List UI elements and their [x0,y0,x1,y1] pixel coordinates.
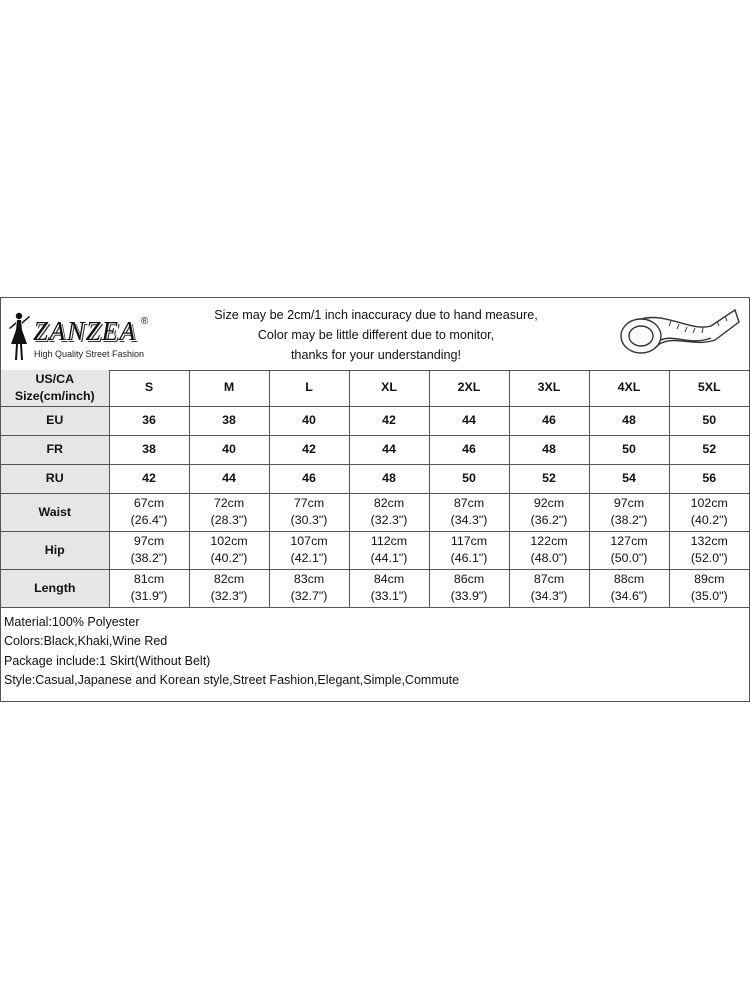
chart-header [1,298,749,371]
size-header-cell: L [269,370,349,406]
notice-line: Color may be little different due to monitor, [257,328,495,342]
header-label-line: Size(cm/inch) [14,388,95,403]
inch-value: (30.3") [290,513,328,527]
notice-line: thanks for your understanding! [290,348,462,362]
size-header-cell: XL [349,370,429,406]
cm-value: 127cm [610,534,648,548]
inch-value: (50.0") [610,551,648,565]
inch-value: (32.3") [370,513,408,527]
table-header-row [1,370,749,406]
table-cell: 46 [269,464,349,493]
cm-value: 87cm [453,496,485,510]
inch-value: (32.7") [290,589,328,603]
table-cell [269,493,349,531]
cm-value: 117cm [450,534,488,548]
table-cell [669,493,749,531]
table-cell: 42 [109,464,189,493]
table-cell: 44 [349,435,429,464]
table-cell [589,569,669,607]
size-notice [191,305,561,365]
inch-value: (34.6") [610,589,648,603]
row-label-cell: Length [1,569,109,607]
table-cell: 52 [669,435,749,464]
info-package: Package include:1 Skirt(Without Belt) [4,653,211,668]
table-cell: 50 [669,406,749,435]
inch-value: (33.1") [370,589,408,603]
table-cell [429,531,509,569]
table-row [1,569,749,607]
cm-value: 102cm [210,534,248,548]
row-label-cell: RU [1,464,109,493]
size-header-cell: S [109,370,189,406]
table-cell: 52 [509,464,589,493]
inch-value: (28.3") [210,513,248,527]
table-row [1,493,749,531]
inch-value: (38.2") [610,513,648,527]
cm-value: 89cm [694,572,725,586]
cm-value: 81cm [133,572,165,586]
inch-value: (35.0") [690,589,728,603]
cm-value: 67cm [133,496,165,510]
table-cell [349,493,429,531]
size-header-cell: 3XL [509,370,589,406]
table-cell [189,531,269,569]
table-cell: 40 [269,406,349,435]
product-info [4,613,459,690]
cm-value: 97cm [613,496,645,510]
cm-value: 132cm [690,534,728,548]
table-cell [669,569,749,607]
inch-value: (32.3") [210,589,248,603]
header-label-line: US/CA [35,371,75,386]
cm-value: 82cm [373,496,405,510]
table-cell: 48 [349,464,429,493]
table-cell [669,531,749,569]
size-header-cell: M [189,370,269,406]
table-cell [509,531,589,569]
table-cell: 50 [429,464,509,493]
table-cell [109,493,189,531]
inch-value: (34.3") [450,513,488,527]
cm-value: 83cm [293,572,325,586]
table-cell: 42 [349,406,429,435]
row-label-cell: Waist [1,493,109,531]
cm-value: 107cm [290,534,328,548]
table-cell: 48 [589,406,669,435]
table-cell: 38 [109,435,189,464]
table-cell [509,493,589,531]
size-header-cell: 4XL [589,370,669,406]
table-row [1,435,749,464]
inch-value: (26.4") [130,513,168,527]
table-cell [349,531,429,569]
size-chart [0,297,750,702]
table-cell: 44 [429,406,509,435]
inch-value: (44.1") [370,551,408,565]
cm-value: 122cm [530,534,568,548]
size-table [1,370,749,608]
table-cell [109,569,189,607]
brand-name: ZANZEA [33,316,137,346]
table-cell [589,531,669,569]
woman-silhouette-icon [5,310,33,364]
size-header-cell: 5XL [669,370,749,406]
table-cell [509,569,589,607]
cm-value: 97cm [133,534,165,548]
info-colors: Colors:Black,Khaki,Wine Red [4,634,168,649]
size-header-cell: 2XL [429,370,509,406]
table-cell [429,493,509,531]
table-cell: 56 [669,464,749,493]
table-cell [189,569,269,607]
table-cell [269,531,349,569]
cm-value: 88cm [613,572,645,586]
inch-value: (40.2") [690,513,728,527]
inch-value: (40.2") [210,551,248,565]
table-cell: 40 [189,435,269,464]
inch-value: (52.0") [690,551,728,565]
table-cell: 50 [589,435,669,464]
cm-value: 87cm [533,572,565,586]
inch-value: (33.9") [450,589,488,603]
brand-logo [3,306,163,364]
cm-value: 112cm [370,534,408,548]
cm-value: 92cm [533,496,565,510]
table-cell: 42 [269,435,349,464]
row-label-cell: Hip [1,531,109,569]
cm-value: 86cm [453,572,485,586]
cm-value: 82cm [213,572,245,586]
cm-value: 84cm [373,572,405,586]
table-cell [189,493,269,531]
row-label-cell: FR [1,435,109,464]
table-cell [349,569,429,607]
inch-value: (36.2") [530,513,568,527]
inch-value: (48.0") [530,551,568,565]
table-cell: 46 [429,435,509,464]
table-cell [109,531,189,569]
row-label-cell: EU [1,406,109,435]
table-row [1,531,749,569]
cm-value: 102cm [690,496,728,510]
inch-value: (38.2") [130,551,168,565]
notice-line: Size may be 2cm/1 inch inaccuracy due to hand measure, [214,308,538,322]
table-cell: 48 [509,435,589,464]
inch-value: (31.9") [130,589,168,603]
cm-value: 77cm [293,496,325,510]
table-cell: 36 [109,406,189,435]
info-material: Material:100% Polyester [4,615,140,629]
table-cell [429,569,509,607]
inch-value: (42.1") [290,551,328,565]
info-style: Style:Casual,Japanese and Korean style,Street Fashion,Elegant,Simple,Commute [4,672,460,687]
table-cell [589,493,669,531]
table-row [1,464,749,493]
table-cell [269,569,349,607]
table-cell: 54 [589,464,669,493]
inch-value: (46.1") [450,551,488,565]
measuring-tape-icon [611,302,741,366]
table-cell: 44 [189,464,269,493]
header-label-cell [1,370,109,406]
registered-mark: ® [141,316,149,327]
table-cell: 38 [189,406,269,435]
table-row [1,406,749,435]
cm-value: 72cm [213,496,245,510]
inch-value: (34.3") [530,589,568,603]
table-cell: 46 [509,406,589,435]
brand-tagline: High Quality Street Fashion [34,349,145,359]
